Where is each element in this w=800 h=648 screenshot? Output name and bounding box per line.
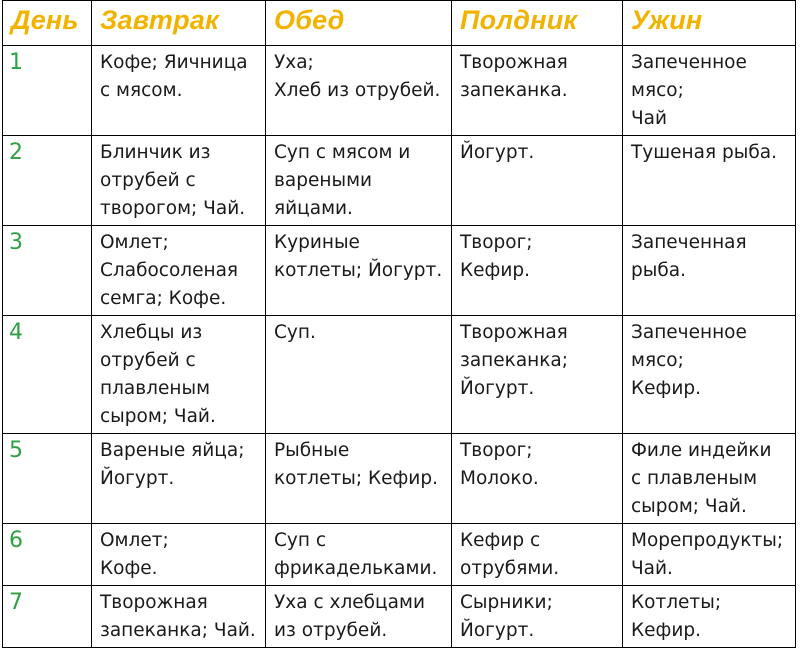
snack-cell [452,524,623,586]
table-row [3,524,796,586]
day-number: 2 [3,136,92,226]
snack-cell [452,136,623,226]
dinner-line: рыба. [631,260,686,281]
day-number: 1 [3,46,92,136]
lunch-line: Хлеб из отрубей. [274,80,441,101]
breakfast-line: отрубей с [100,350,196,371]
breakfast-line: запеканка; Чай. [100,620,256,641]
breakfast-line: семга; Кофе. [100,288,227,309]
table-row [3,316,796,434]
snack-cell [452,434,623,524]
dinner-cell [623,316,796,434]
breakfast-line: Омлет; [100,530,169,551]
dinner-line: Запеченное [631,52,747,73]
breakfast-line: с мясом. [100,80,183,101]
dinner-line: Морепродукты; [631,530,784,551]
table-row [3,434,796,524]
snack-line: запеканка. [460,80,568,101]
header-breakfast: Завтрак [92,1,266,46]
dinner-line: Кефир. [631,378,701,399]
breakfast-cell [92,46,266,136]
snack-line: отрубями. [460,558,560,579]
breakfast-cell [92,316,266,434]
snack-line: Творог; [460,232,533,253]
day-number: 3 [3,226,92,316]
table-row [3,136,796,226]
breakfast-line: Творожная [100,592,208,613]
dinner-line: сыром; Чай. [631,496,747,517]
snack-line: Творожная [460,322,568,343]
breakfast-line: отрубей с [100,170,196,191]
snack-line: запеканка; [460,350,569,371]
lunch-line: Уха с хлебцами [274,592,425,613]
breakfast-line: Йогурт. [100,468,175,489]
table-body [3,46,796,648]
lunch-line: Суп с мясом и [274,142,411,163]
lunch-cell [266,136,452,226]
dinner-line: Запеченная [631,232,747,253]
snack-cell [452,316,623,434]
header-dinner: Ужин [623,1,796,46]
header-day: День [3,1,92,46]
breakfast-line: Вареные яйца; [100,440,245,461]
breakfast-line: сыром; Чай. [100,406,216,427]
snack-line: Сырники; [460,592,553,613]
lunch-line: фрикадельками. [274,558,438,579]
dinner-line: Котлеты; [631,592,722,613]
breakfast-line: Кофе. [100,558,158,579]
lunch-cell [266,226,452,316]
dinner-cell [623,226,796,316]
breakfast-line: Кофе; Яичница [100,52,248,73]
dinner-line: Филе индейки [631,440,772,461]
breakfast-cell [92,226,266,316]
snack-line: Молоко. [460,468,539,489]
header-lunch: Обед [266,1,452,46]
dinner-line: мясо; [631,350,684,371]
snack-line: Йогурт. [460,620,535,641]
breakfast-line: творогом; Чай. [100,198,246,219]
day-number: 4 [3,316,92,434]
table-row [3,226,796,316]
header-snack: Полдник [452,1,623,46]
breakfast-line: Омлет; [100,232,169,253]
breakfast-line: Слабосоленая [100,260,239,281]
dinner-line: Запеченное [631,322,747,343]
day-number: 5 [3,434,92,524]
header-row [3,1,796,46]
lunch-line: Суп. [274,322,316,343]
dinner-cell [623,136,796,226]
meal-plan-table [2,0,796,648]
lunch-line: Рыбные [274,440,350,461]
lunch-line: котлеты; Йогурт. [274,260,443,281]
breakfast-cell [92,524,266,586]
snack-line: Кефир. [460,260,530,281]
lunch-cell [266,316,452,434]
dinner-line: Чай. [631,558,673,579]
snack-line: Кефир с [460,530,541,551]
lunch-line: котлеты; Кефир. [274,468,438,489]
lunch-line: Суп с [274,530,327,551]
dinner-line: с плавленым [631,468,758,489]
table-row [3,46,796,136]
breakfast-line: Хлебцы из [100,322,203,343]
dinner-line: Чай [631,108,668,129]
day-number: 7 [3,586,92,648]
dinner-line: мясо; [631,80,684,101]
lunch-cell [266,524,452,586]
dinner-cell [623,434,796,524]
lunch-cell [266,46,452,136]
lunch-line: яйцами. [274,198,353,219]
breakfast-line: Блинчик из [100,142,211,163]
dinner-cell [623,524,796,586]
snack-cell [452,46,623,136]
dinner-line: Кефир. [631,620,701,641]
snack-line: Творог; [460,440,533,461]
dinner-line: Тушеная рыба. [631,142,777,163]
breakfast-line: плавленым [100,378,211,399]
lunch-line: Уха; [274,52,314,73]
snack-line: Йогурт. [460,378,535,399]
lunch-line: Куриные [274,232,360,253]
day-number: 6 [3,524,92,586]
lunch-line: из отрубей. [274,620,388,641]
lunch-line: вареными [274,170,373,191]
lunch-cell [266,434,452,524]
dinner-cell [623,46,796,136]
snack-line: Йогурт. [460,142,535,163]
breakfast-cell [92,136,266,226]
snack-cell [452,226,623,316]
snack-line: Творожная [460,52,568,73]
breakfast-cell [92,434,266,524]
